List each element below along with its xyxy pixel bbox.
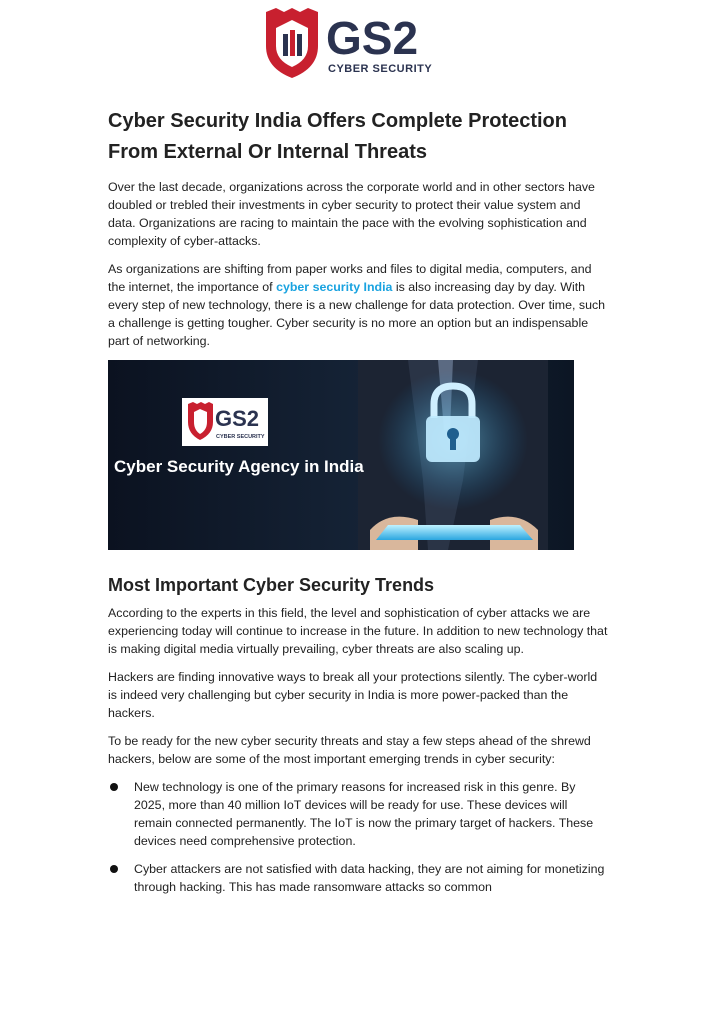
article-title: Cyber Security India Offers Complete Protection From External Or Internal Threats	[108, 110, 567, 163]
hero-image	[108, 360, 574, 550]
paragraph-2-start: As organizations are shifting from paper works and files to digital media, computers, and the internet, the importance of	[108, 262, 592, 294]
hero-brand-name: GS2	[215, 406, 260, 431]
shield-icon	[266, 8, 318, 78]
paragraph-2-end: is also increasing day by day. With every step of new technology, there is a new challenge for data protection. Over time, such a challenge is getting tougher. Cyber security is no more an option but an indispensable part of networking.	[108, 280, 606, 348]
list-item-text: New technology is one of the primary reasons for increased risk in this genre. By 2025, more than 40 million IoT devices will be ready for use. These devices will remain connected permanently. The IoT is now the primary target of hackers. These devices need comprehensive protection.	[134, 780, 594, 848]
list-item-text: Cyber attackers are not satisfied with data hacking, they are not aiming for monetizing through hacking. This has made ransomware attacks so common	[134, 862, 605, 894]
list-item	[108, 860, 608, 896]
paragraph-3: According to the experts in this field, the level and sophistication of cyber attacks we are experiencing today will continue to increase in the future. In addition to new technology that is making digital media virtually prevailing, cyber threats are also scaling up.	[108, 606, 608, 656]
hero-brand-tagline: CYBER SECURITY	[216, 434, 265, 440]
brand-logo	[262, 6, 438, 80]
paragraph-5: To be ready for the new cyber security threats and stay a few steps ahead of the shrewd hackers, below are some of the most important emerging trends in cyber security:	[108, 734, 591, 766]
hero-caption: Cyber Security Agency in India	[114, 457, 364, 476]
list-item	[108, 778, 608, 850]
article	[108, 106, 608, 906]
paragraph-4: Hackers are finding innovative ways to break all your protections silently. The cyber-world is indeed very challenging but cyber security in India is more power-packed than the hackers.	[108, 670, 598, 720]
bullet-icon	[110, 865, 118, 873]
cyber-security-india-link[interactable]: cyber security India	[276, 280, 393, 294]
section-title: Most Important Cyber Security Trends	[108, 575, 435, 595]
trends-list	[108, 778, 608, 896]
brand-name: GS2	[326, 12, 419, 64]
paragraph-2	[108, 260, 608, 350]
paragraph-1: Over the last decade, organizations across the corporate world and in other sectors have doubled or trebled their investments in cyber security to protect their value system and data. Organizations are racing to maintain the pace with the evolving sophistication and complexity of cyber-attacks.	[108, 180, 595, 248]
brand-tagline: CYBER SECURITY	[328, 63, 433, 75]
bullet-icon	[110, 783, 118, 791]
hero-brand-box	[182, 398, 268, 446]
